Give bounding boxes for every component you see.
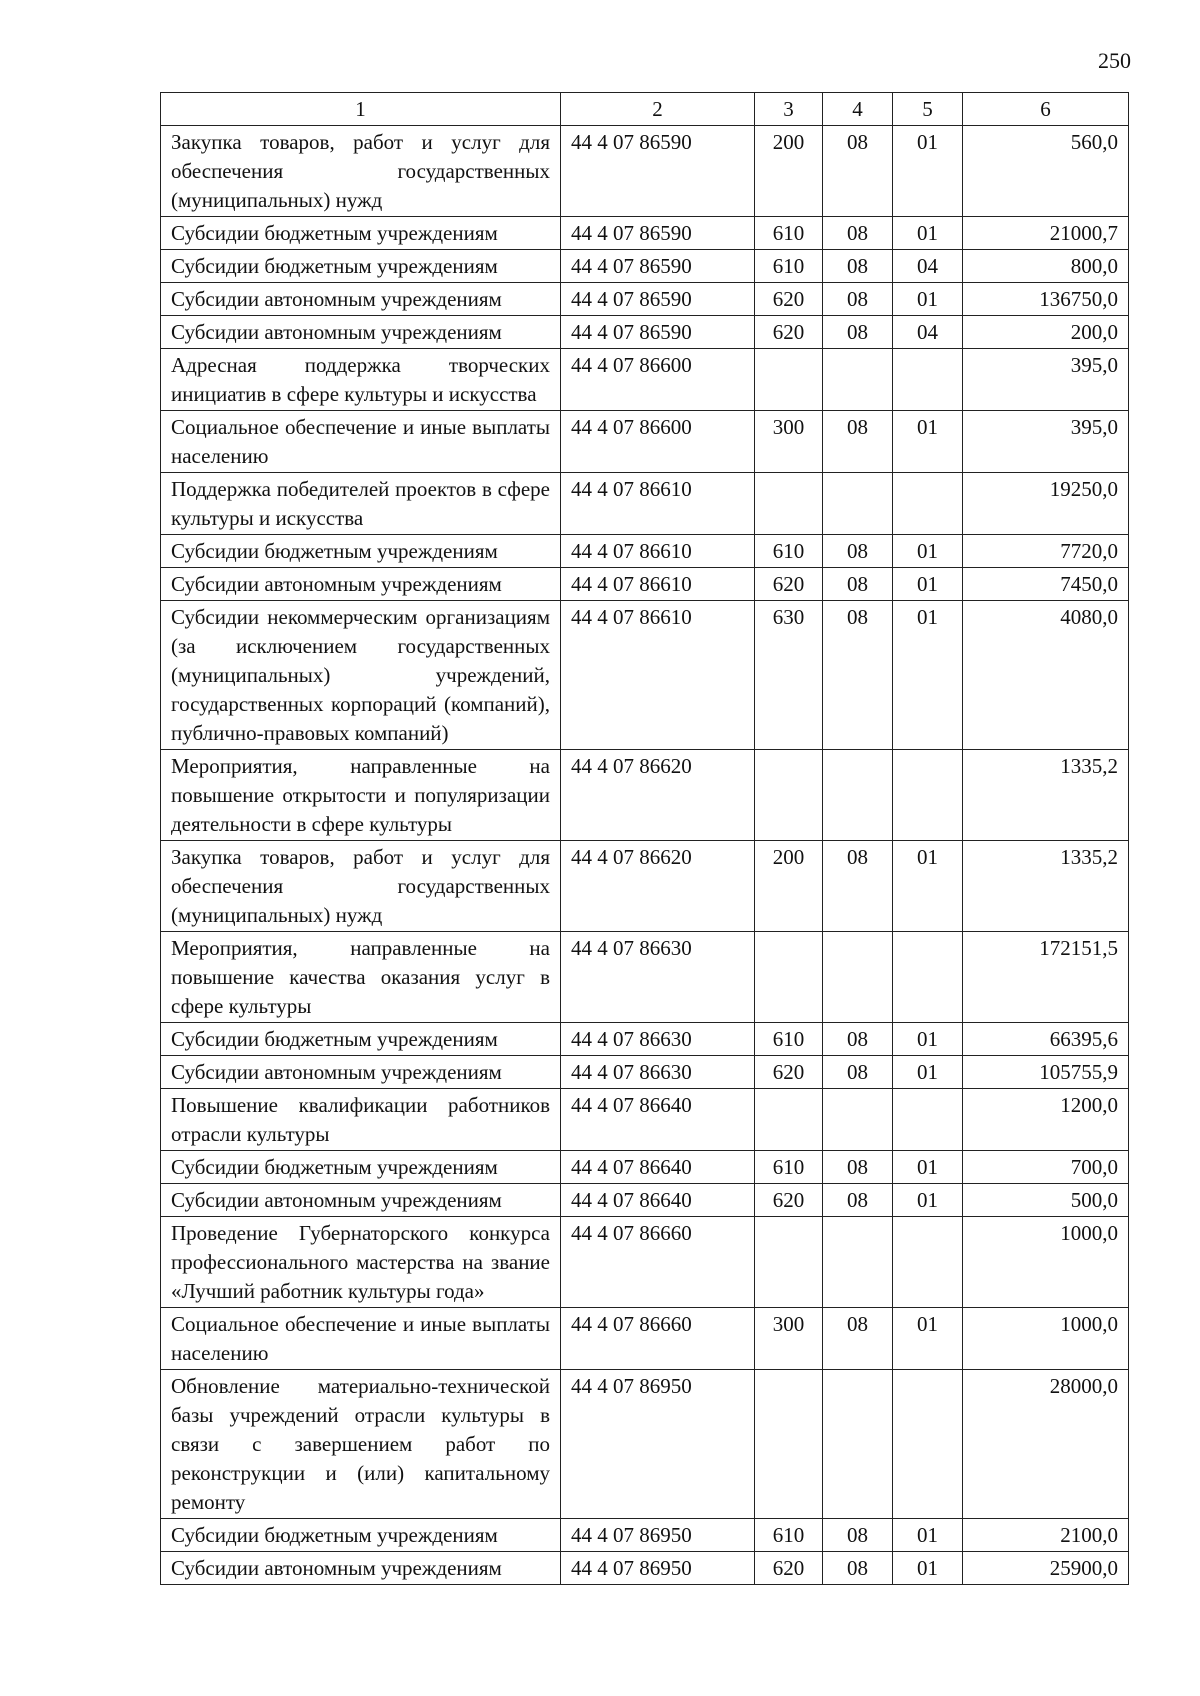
- cell-expense-type: 620: [755, 1552, 823, 1585]
- cell-name: Субсидии автономным учреждениям: [161, 1184, 561, 1217]
- table-row: [161, 473, 1129, 535]
- cell-expense-type: 200: [755, 841, 823, 932]
- cell-name: Закупка товаров, работ и услуг для обеспечения государственных (муниципальных) нужд: [161, 126, 561, 217]
- cell-expense-type: 620: [755, 283, 823, 316]
- cell-amount: 395,0: [963, 411, 1129, 473]
- cell-name: Закупка товаров, работ и услуг для обеспечения государственных (муниципальных) нужд: [161, 841, 561, 932]
- cell-amount: 28000,0: [963, 1370, 1129, 1519]
- header-col-3: 3: [755, 93, 823, 126]
- cell-amount: 500,0: [963, 1184, 1129, 1217]
- header-col-4: 4: [823, 93, 893, 126]
- cell-target-code: 44 4 07 86630: [561, 1023, 755, 1056]
- cell-target-code: 44 4 07 86620: [561, 841, 755, 932]
- cell-target-code: 44 4 07 86950: [561, 1519, 755, 1552]
- cell-name: Проведение Губернаторского конкурса профессионального мастерства на звание «Лучший работник культуры года»: [161, 1217, 561, 1308]
- cell-target-code: 44 4 07 86610: [561, 535, 755, 568]
- cell-section: 08: [823, 217, 893, 250]
- cell-subsection: 01: [893, 1151, 963, 1184]
- cell-name: Субсидии бюджетным учреждениям: [161, 1023, 561, 1056]
- cell-amount: 2100,0: [963, 1519, 1129, 1552]
- cell-name: Субсидии бюджетным учреждениям: [161, 1151, 561, 1184]
- cell-name: Субсидии автономным учреждениям: [161, 283, 561, 316]
- table-row: [161, 568, 1129, 601]
- cell-name: Субсидии бюджетным учреждениям: [161, 217, 561, 250]
- cell-subsection: [893, 932, 963, 1023]
- cell-amount: 7450,0: [963, 568, 1129, 601]
- cell-subsection: 01: [893, 217, 963, 250]
- cell-amount: 136750,0: [963, 283, 1129, 316]
- cell-subsection: 01: [893, 841, 963, 932]
- cell-target-code: 44 4 07 86590: [561, 283, 755, 316]
- cell-subsection: 01: [893, 1184, 963, 1217]
- cell-target-code: 44 4 07 86590: [561, 217, 755, 250]
- table-row: [161, 349, 1129, 411]
- cell-amount: 700,0: [963, 1151, 1129, 1184]
- cell-section: [823, 1217, 893, 1308]
- cell-name: Субсидии бюджетным учреждениям: [161, 1519, 561, 1552]
- cell-amount: 21000,7: [963, 217, 1129, 250]
- cell-section: 08: [823, 1308, 893, 1370]
- cell-subsection: [893, 1370, 963, 1519]
- cell-amount: 560,0: [963, 126, 1129, 217]
- budget-table: [160, 92, 1129, 1585]
- table-row: [161, 1184, 1129, 1217]
- cell-amount: 19250,0: [963, 473, 1129, 535]
- cell-name: Субсидии бюджетным учреждениям: [161, 250, 561, 283]
- table-row: [161, 1023, 1129, 1056]
- table-row: [161, 750, 1129, 841]
- cell-expense-type: [755, 1370, 823, 1519]
- cell-amount: 200,0: [963, 316, 1129, 349]
- cell-amount: 7720,0: [963, 535, 1129, 568]
- header-col-1: 1: [161, 93, 561, 126]
- table-row: [161, 535, 1129, 568]
- cell-section: 08: [823, 1552, 893, 1585]
- cell-target-code: 44 4 07 86630: [561, 1056, 755, 1089]
- cell-subsection: 01: [893, 535, 963, 568]
- cell-name: Мероприятия, направленные на повышение качества оказания услуг в сфере культуры: [161, 932, 561, 1023]
- table-row: [161, 1552, 1129, 1585]
- cell-subsection: 01: [893, 1308, 963, 1370]
- cell-section: 08: [823, 411, 893, 473]
- cell-amount: 172151,5: [963, 932, 1129, 1023]
- cell-target-code: 44 4 07 86620: [561, 750, 755, 841]
- cell-section: 08: [823, 1023, 893, 1056]
- cell-target-code: 44 4 07 86590: [561, 126, 755, 217]
- table-row: [161, 1056, 1129, 1089]
- cell-target-code: 44 4 07 86630: [561, 932, 755, 1023]
- table-row: [161, 1519, 1129, 1552]
- table-row: [161, 250, 1129, 283]
- header-col-5: 5: [893, 93, 963, 126]
- cell-name: Социальное обеспечение и иные выплаты населению: [161, 1308, 561, 1370]
- cell-expense-type: 620: [755, 316, 823, 349]
- cell-name: Субсидии автономным учреждениям: [161, 316, 561, 349]
- cell-amount: 105755,9: [963, 1056, 1129, 1089]
- cell-name: Поддержка победителей проектов в сфере культуры и искусства: [161, 473, 561, 535]
- table-row: [161, 1089, 1129, 1151]
- cell-section: [823, 932, 893, 1023]
- cell-section: 08: [823, 601, 893, 750]
- cell-expense-type: 300: [755, 411, 823, 473]
- cell-expense-type: 610: [755, 1519, 823, 1552]
- cell-expense-type: 610: [755, 250, 823, 283]
- cell-section: 08: [823, 1151, 893, 1184]
- cell-expense-type: 200: [755, 126, 823, 217]
- cell-amount: 1335,2: [963, 750, 1129, 841]
- cell-subsection: [893, 349, 963, 411]
- cell-section: 08: [823, 841, 893, 932]
- cell-section: [823, 473, 893, 535]
- cell-section: 08: [823, 1184, 893, 1217]
- cell-amount: 25900,0: [963, 1552, 1129, 1585]
- cell-name: Субсидии автономным учреждениям: [161, 1056, 561, 1089]
- header-col-6: 6: [963, 93, 1129, 126]
- cell-expense-type: [755, 750, 823, 841]
- table-row: [161, 841, 1129, 932]
- cell-expense-type: 620: [755, 1184, 823, 1217]
- cell-target-code: 44 4 07 86950: [561, 1552, 755, 1585]
- cell-target-code: 44 4 07 86640: [561, 1184, 755, 1217]
- cell-subsection: 01: [893, 283, 963, 316]
- cell-section: [823, 1370, 893, 1519]
- table-row: [161, 316, 1129, 349]
- cell-subsection: [893, 473, 963, 535]
- table-row: [161, 1370, 1129, 1519]
- table-row: [161, 932, 1129, 1023]
- cell-subsection: [893, 1217, 963, 1308]
- cell-expense-type: [755, 349, 823, 411]
- cell-target-code: 44 4 07 86660: [561, 1217, 755, 1308]
- cell-name: Мероприятия, направленные на повышение открытости и популяризации деятельности в сфере культуры: [161, 750, 561, 841]
- cell-name: Социальное обеспечение и иные выплаты населению: [161, 411, 561, 473]
- cell-section: [823, 750, 893, 841]
- cell-subsection: 01: [893, 568, 963, 601]
- table-row: [161, 1217, 1129, 1308]
- cell-target-code: 44 4 07 86640: [561, 1089, 755, 1151]
- header-row: [161, 93, 1129, 126]
- table-row: [161, 1308, 1129, 1370]
- cell-section: 08: [823, 1519, 893, 1552]
- cell-target-code: 44 4 07 86610: [561, 473, 755, 535]
- cell-subsection: 04: [893, 316, 963, 349]
- cell-amount: 800,0: [963, 250, 1129, 283]
- cell-target-code: 44 4 07 86590: [561, 316, 755, 349]
- cell-subsection: 01: [893, 601, 963, 750]
- cell-target-code: 44 4 07 86660: [561, 1308, 755, 1370]
- table-row: [161, 283, 1129, 316]
- cell-section: 08: [823, 316, 893, 349]
- cell-subsection: [893, 1089, 963, 1151]
- cell-target-code: 44 4 07 86640: [561, 1151, 755, 1184]
- table-body: [161, 126, 1129, 1585]
- cell-target-code: 44 4 07 86600: [561, 411, 755, 473]
- table-row: [161, 601, 1129, 750]
- cell-section: 08: [823, 283, 893, 316]
- cell-section: 08: [823, 126, 893, 217]
- cell-subsection: [893, 750, 963, 841]
- cell-subsection: 01: [893, 411, 963, 473]
- cell-expense-type: 620: [755, 568, 823, 601]
- header-col-2: 2: [561, 93, 755, 126]
- cell-section: [823, 1089, 893, 1151]
- table-row: [161, 126, 1129, 217]
- cell-section: 08: [823, 1056, 893, 1089]
- cell-expense-type: 610: [755, 217, 823, 250]
- cell-target-code: 44 4 07 86610: [561, 568, 755, 601]
- cell-name: Обновление материально-технической базы учреждений отрасли культуры в связи с завершением работ по реконструкции и (или) капитальному ремонту: [161, 1370, 561, 1519]
- cell-section: 08: [823, 535, 893, 568]
- cell-amount: 1000,0: [963, 1308, 1129, 1370]
- cell-expense-type: 630: [755, 601, 823, 750]
- cell-expense-type: [755, 932, 823, 1023]
- cell-expense-type: 610: [755, 1023, 823, 1056]
- cell-expense-type: 620: [755, 1056, 823, 1089]
- cell-amount: 1000,0: [963, 1217, 1129, 1308]
- table-row: [161, 411, 1129, 473]
- cell-subsection: 01: [893, 126, 963, 217]
- cell-target-code: 44 4 07 86600: [561, 349, 755, 411]
- cell-name: Повышение квалификации работников отрасли культуры: [161, 1089, 561, 1151]
- cell-expense-type: [755, 1217, 823, 1308]
- cell-expense-type: 300: [755, 1308, 823, 1370]
- cell-expense-type: 610: [755, 1151, 823, 1184]
- cell-amount: 4080,0: [963, 601, 1129, 750]
- cell-subsection: 01: [893, 1552, 963, 1585]
- cell-subsection: 01: [893, 1056, 963, 1089]
- cell-amount: 1200,0: [963, 1089, 1129, 1151]
- cell-expense-type: [755, 1089, 823, 1151]
- cell-amount: 1335,2: [963, 841, 1129, 932]
- page-number: 250: [1098, 48, 1131, 73]
- cell-amount: 66395,6: [963, 1023, 1129, 1056]
- cell-name: Субсидии бюджетным учреждениям: [161, 535, 561, 568]
- cell-subsection: 04: [893, 250, 963, 283]
- cell-target-code: 44 4 07 86950: [561, 1370, 755, 1519]
- cell-subsection: 01: [893, 1023, 963, 1056]
- cell-section: [823, 349, 893, 411]
- table-row: [161, 217, 1129, 250]
- cell-name: Субсидии некоммерческим организациям (за исключением государственных (муниципальных) учреждений, государственных корпораций (компаний), публично-правовых компаний): [161, 601, 561, 750]
- table-row: [161, 1151, 1129, 1184]
- cell-name: Адресная поддержка творческих инициатив в сфере культуры и искусства: [161, 349, 561, 411]
- cell-section: 08: [823, 250, 893, 283]
- cell-section: 08: [823, 568, 893, 601]
- cell-subsection: 01: [893, 1519, 963, 1552]
- cell-amount: 395,0: [963, 349, 1129, 411]
- cell-name: Субсидии автономным учреждениям: [161, 1552, 561, 1585]
- cell-target-code: 44 4 07 86610: [561, 601, 755, 750]
- cell-expense-type: [755, 473, 823, 535]
- cell-expense-type: 610: [755, 535, 823, 568]
- cell-target-code: 44 4 07 86590: [561, 250, 755, 283]
- cell-name: Субсидии автономным учреждениям: [161, 568, 561, 601]
